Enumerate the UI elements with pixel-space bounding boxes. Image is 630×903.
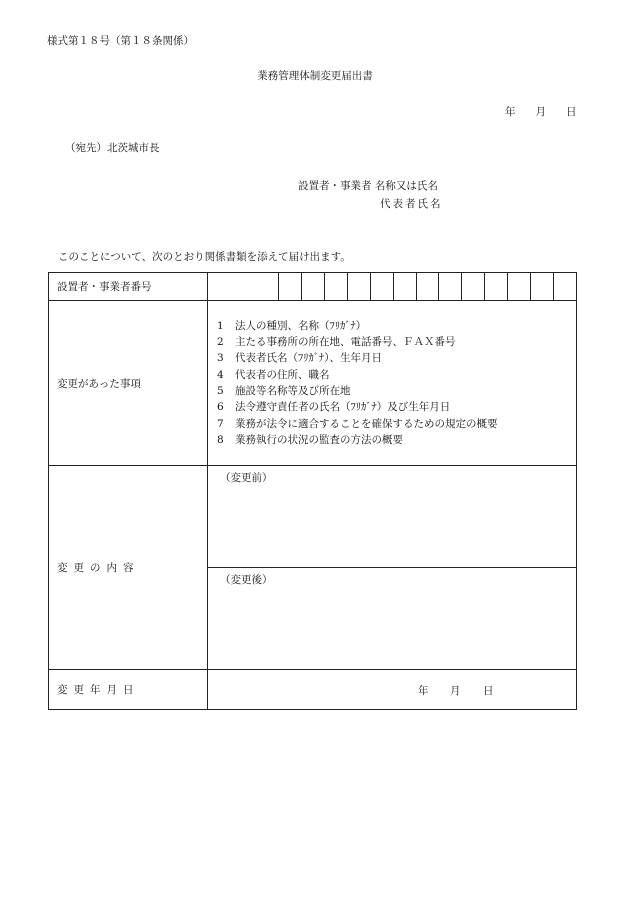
- changed-item[interactable]: 5 施設等名称等及び所在地: [217, 385, 351, 397]
- changed-items-row: [49, 301, 577, 466]
- digit-box[interactable]: [438, 273, 461, 300]
- date-year: 年: [505, 106, 516, 118]
- digit-box[interactable]: [370, 273, 393, 300]
- before-label: （変更前）: [220, 472, 273, 484]
- document-title: 業務管理体制変更届出書: [257, 70, 373, 82]
- digit-box[interactable]: [530, 273, 553, 300]
- changed-items-label: 変更があった事項: [49, 301, 208, 466]
- digit-box[interactable]: [279, 273, 301, 300]
- digit-box[interactable]: [301, 273, 324, 300]
- change-before-row: [49, 466, 577, 568]
- notification-form-table: [48, 272, 577, 710]
- operator-number-boxes[interactable]: [278, 273, 576, 300]
- operator-number-label: 設置者・事業者番号: [49, 273, 208, 301]
- change-date-row: [49, 670, 577, 710]
- date-day: 日: [566, 106, 577, 118]
- operator-number-row: [49, 273, 577, 301]
- date-month: 月: [535, 106, 546, 118]
- applicant-name-label: 設置者・事業者 名称又は氏名: [298, 180, 438, 192]
- digit-box[interactable]: [393, 273, 416, 300]
- digit-box[interactable]: [484, 273, 507, 300]
- change-date-field[interactable]: [208, 670, 576, 709]
- changed-items-list: [208, 301, 577, 466]
- digit-box[interactable]: [507, 273, 530, 300]
- changed-item[interactable]: 8 業務執行の状況の監査の方法の概要: [217, 433, 403, 446]
- digit-box[interactable]: [553, 273, 576, 300]
- digit-box[interactable]: [461, 273, 484, 300]
- change-date-year: 年: [418, 685, 429, 697]
- representative-name-label: 代表者氏名: [380, 198, 443, 210]
- digit-box[interactable]: [324, 273, 347, 300]
- form-number: 様式第１８号（第１８条関係）: [47, 35, 194, 47]
- change-date-month: 月: [450, 685, 461, 697]
- after-label: （変更後）: [220, 574, 273, 586]
- change-date-label: 変更年月日: [49, 670, 208, 710]
- changed-item[interactable]: 6 法令遵守責任者の氏名（ﾌﾘｶﾞﾅ）及び生年月日: [217, 401, 451, 414]
- changed-item[interactable]: 4 代表者の住所、職名: [217, 368, 330, 381]
- change-after-field[interactable]: [208, 568, 576, 669]
- change-content-label: 変更の内容: [49, 466, 208, 670]
- intro-statement: このことについて、次のとおり関係書類を添えて届け出ます。: [58, 251, 351, 263]
- changed-item[interactable]: 3 代表者氏名（ﾌﾘｶﾞﾅ）、生年月日: [217, 352, 382, 365]
- addressee: （宛先）北茨城市長: [65, 142, 160, 154]
- changed-item[interactable]: 7 業務が法令に適合することを確保するための規定の概要: [217, 417, 498, 430]
- digit-box[interactable]: [416, 273, 439, 300]
- digit-box[interactable]: [347, 273, 370, 300]
- changed-item[interactable]: 2 主たる事務所の所在地、電話番号、ＦＡＸ番号: [217, 336, 456, 349]
- submission-date: [505, 104, 577, 119]
- change-date-day: 日: [483, 685, 494, 697]
- change-before-field[interactable]: [208, 466, 576, 567]
- changed-item[interactable]: 1 法人の種別、名称（ﾌﾘｶﾞﾅ）: [217, 319, 367, 332]
